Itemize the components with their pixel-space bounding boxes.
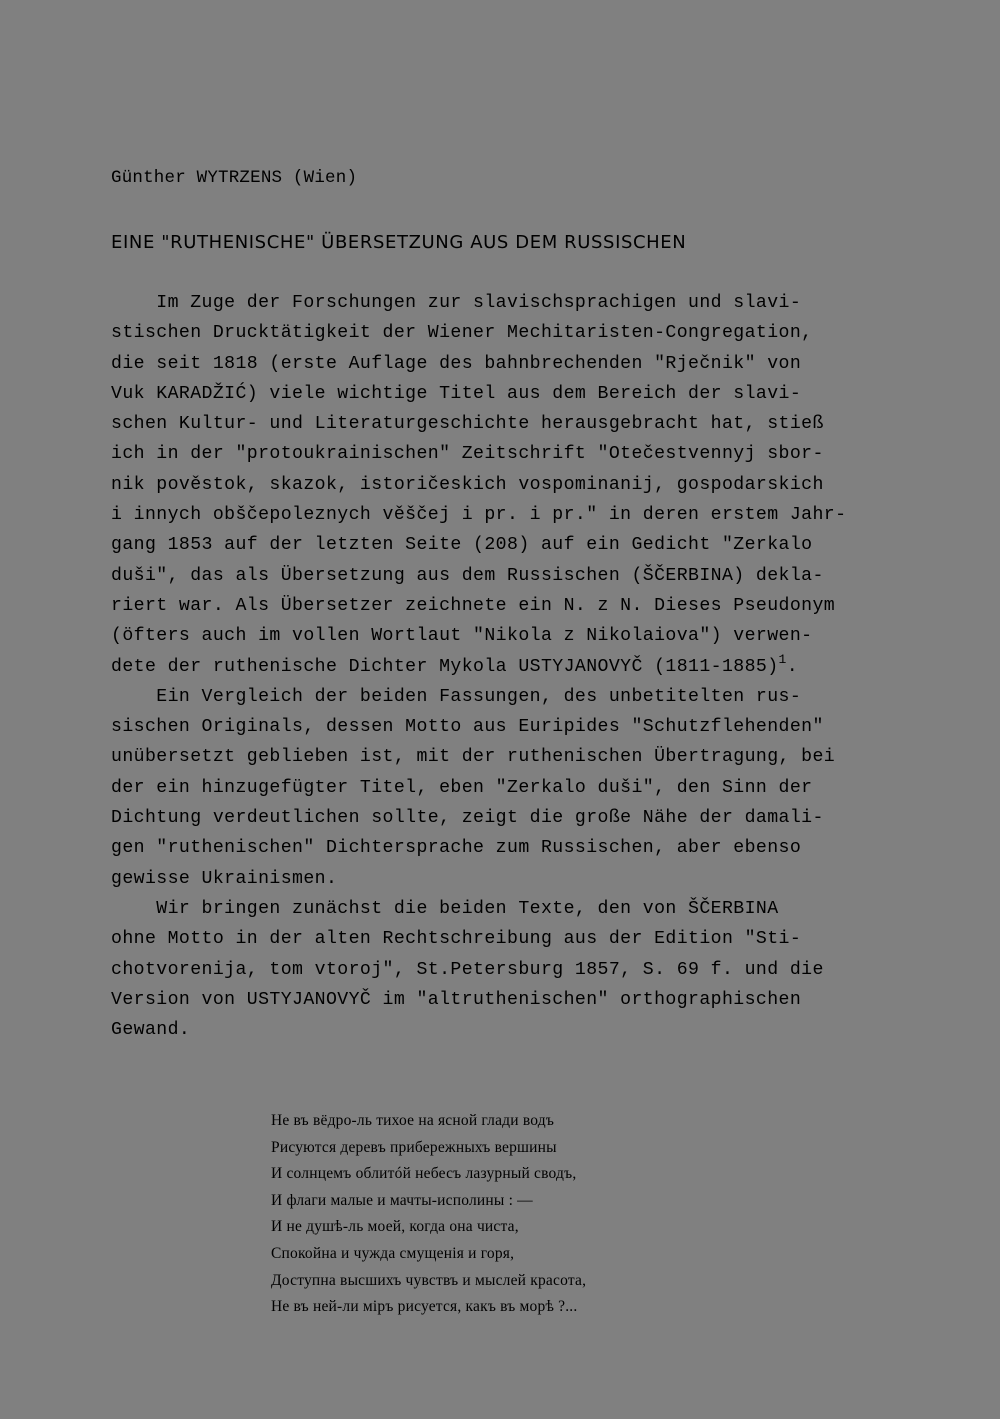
poem-line: Спокойна и чужда смущенія и горя,: [271, 1244, 515, 1262]
body-paragraphs: [111, 288, 846, 1045]
poem-line: И солнцемъ облитóй небесъ лазурный сводъ,: [271, 1165, 577, 1183]
body-line: (öfters auch im vollen Wortlaut "Nikola z Nikolaiova") verwen-: [111, 626, 813, 647]
body-line: stischen Drucktätigkeit der Wiener Mechitaristen-Congregation,: [111, 323, 813, 344]
body-line: duši", das als Übersetzung aus dem Russischen (ŠČERBINA) dekla-: [111, 565, 824, 586]
article-title: EINE "RUTHENISCHE" ÜBERSETZUNG AUS DEM RUSSISCHEN: [111, 232, 687, 253]
body-line: Gewand.: [111, 1020, 191, 1041]
body-line: Ein Vergleich der beiden Fassungen, des unbetitelten rus-: [111, 686, 802, 707]
author-line: Günther WYTRZENS (Wien): [111, 168, 358, 188]
body-line: Wir bringen zunächst die beiden Texte, den von ŠČERBINA: [111, 898, 779, 919]
body-line: sischen Originals, dessen Motto aus Euripides "Schutzflehenden": [111, 717, 824, 738]
body-line-text: dete der ruthenische Dichter Mykola USTYJANOVYČ (1811-1885): [111, 656, 779, 677]
body-line: Vuk KARADŽIĆ) viele wichtige Titel aus dem Bereich der slavi-: [111, 383, 802, 404]
body-line: riert war. Als Übersetzer zeichnete ein N. z N. Dieses Pseudonym: [111, 595, 836, 616]
poem-line: Рисуются деревъ прибережныхъ вершины: [271, 1138, 557, 1156]
body-line: i innych obščepoleznych věščej i pr. i pr." in deren erstem Jahr-: [111, 505, 847, 526]
body-line: schen Kultur- und Literaturgeschichte herausgebracht hat, stieß: [111, 414, 824, 435]
body-line: die seit 1818 (erste Auflage des bahnbrechenden "Rječnik" von: [111, 353, 802, 374]
poem-line: И не душѣ-ль моей, когда она чиста,: [271, 1218, 519, 1236]
body-line: ohne Motto in der alten Rechtschreibung aus der Edition "Sti-: [111, 929, 802, 950]
body-line: der ein hinzugefügter Titel, eben "Zerkalo duši", den Sinn der: [111, 777, 813, 798]
poem-line: Доступна высшихъ чувствъ и мыслей красота,: [271, 1271, 587, 1289]
body-line: Im Zuge der Forschungen zur slavischsprachigen und slavi-: [111, 293, 802, 313]
body-line: ich in der "protoukrainischen" Zeitschrift "Otečestvennyj sbor-: [111, 444, 824, 465]
footnote-marker: 1: [778, 651, 787, 667]
body-line: gang 1853 auf der letzten Seite (208) auf ein Gedicht "Zerkalo: [111, 535, 813, 556]
body-line: gewisse Ukrainismen.: [111, 868, 338, 889]
poem-line: И флаги малые и мачты-исполины : —: [271, 1191, 533, 1209]
body-line: Dichtung verdeutlichen sollte, zeigt die große Nähe der damali-: [111, 808, 824, 829]
poem-line: Не въ вёдро-ль тихое на ясной глади водъ: [271, 1112, 555, 1129]
body-line: nik pověstok, skazok, istoričeskich vospominanij, gospodarskich: [111, 474, 824, 495]
poem-line: Не въ ней-ли міръ рисуется, какъ въ морѣ ?...: [271, 1298, 578, 1316]
poem-block: [271, 1108, 586, 1321]
body-line: gen "ruthenischen" Dichtersprache zum Russischen, aber ebenso: [111, 838, 802, 859]
body-line: unübersetzt geblieben ist, mit der ruthenischen Übertragung, bei: [111, 747, 836, 768]
body-line: Version von USTYJANOVYČ im "altruthenischen" orthographischen: [111, 989, 802, 1010]
body-line: chotvorenija, tom vtoroj", St.Petersburg 1857, S. 69 f. und die: [111, 959, 824, 980]
body-line-with-footnote: [111, 652, 846, 682]
footnote-trailing-period: .: [786, 656, 799, 677]
